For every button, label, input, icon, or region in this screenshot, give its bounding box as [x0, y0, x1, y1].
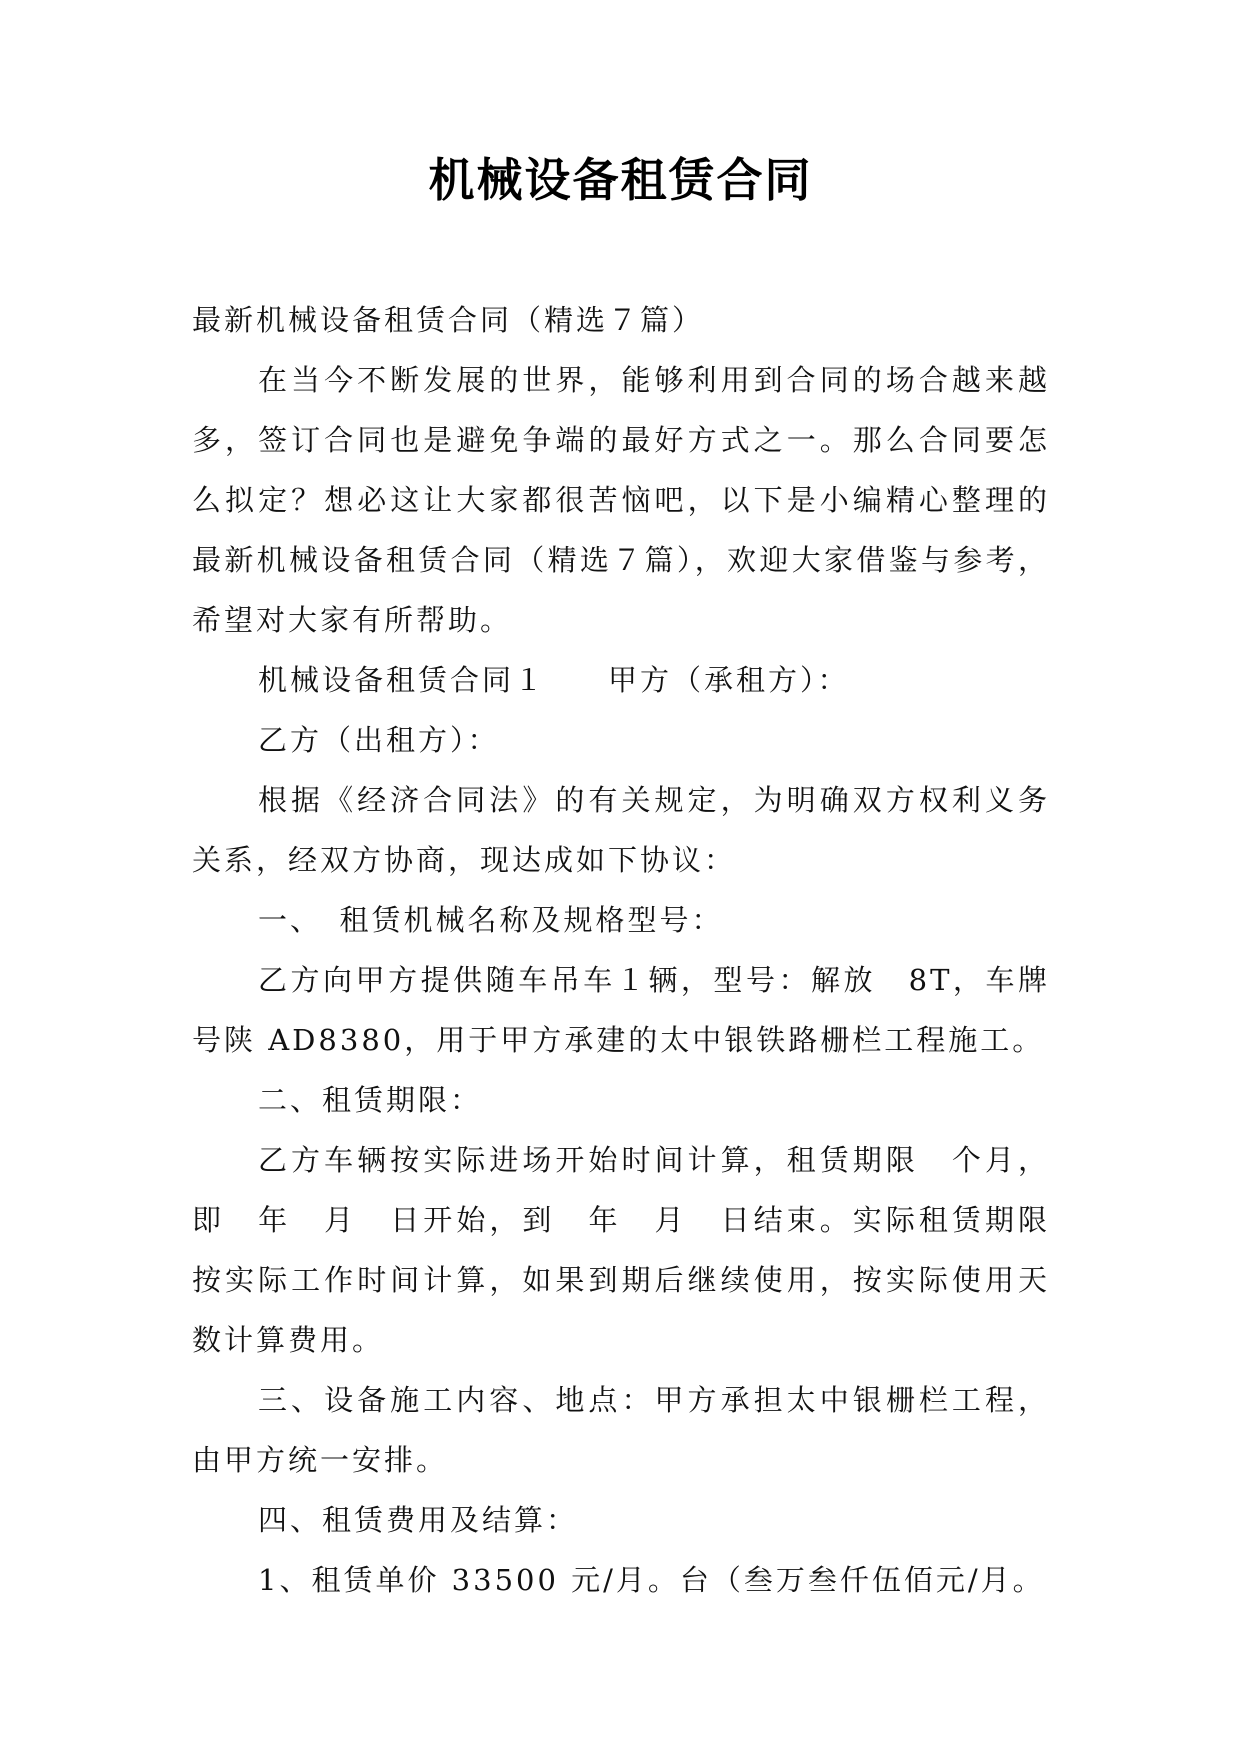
- section1-body: 乙方向甲方提供随车吊车１辆，型号：解放 8T，车牌号陕 AD8380，用于甲方承建的太中银铁路栅栏工程施工。: [192, 963, 1050, 1057]
- section2-heading: 二、租赁期限：: [258, 1083, 483, 1117]
- intro-paragraph: 在当今不断发展的世界，能够利用到合同的场合越来越多，签订合同也是避免争端的最好方式之一。那么合同要怎么拟定？想必这让大家都很苦恼吧，以下是小编精心整理的最新机械设备租赁合同（精选７篇），欢迎大家借鉴与参考，希望对大家有所帮助。: [192, 363, 1050, 637]
- document-title: 机械设备租赁合同: [428, 153, 813, 207]
- contract-heading-line: [192, 650, 1050, 710]
- section4-heading: 四、租赁费用及结算：: [258, 1503, 579, 1537]
- party-b-label: 乙方（出租方）：: [258, 723, 500, 757]
- section3-paragraph: 三、设备施工内容、地点：甲方承担太中银栅栏工程，由甲方统一安排。: [192, 1383, 1050, 1477]
- section2-body: 乙方车辆按实际进场开始时间计算，租赁期限 个月，即 年 月 日开始，到 年 月 日结束。实际租赁期限按实际工作时间计算，如果到期后继续使用，按实际使用天数计算费用。: [192, 1143, 1050, 1357]
- section1-heading: 一、 租赁机械名称及规格型号：: [258, 903, 724, 937]
- document-subtitle: 最新机械设备租赁合同（精选７篇）: [192, 303, 705, 337]
- party-a-label: 甲方（承租方）：: [608, 663, 850, 697]
- document-body: [192, 290, 1050, 1610]
- basis-paragraph: 根据《经济合同法》的有关规定，为明确双方权利义务关系，经双方协商，现达成如下协议：: [192, 783, 1050, 877]
- contract-heading: 机械设备租赁合同１: [258, 663, 547, 697]
- section4-item1: 1、租赁单价 33500 元/月。台（叁万叁仟伍佰元/月。: [258, 1563, 1045, 1597]
